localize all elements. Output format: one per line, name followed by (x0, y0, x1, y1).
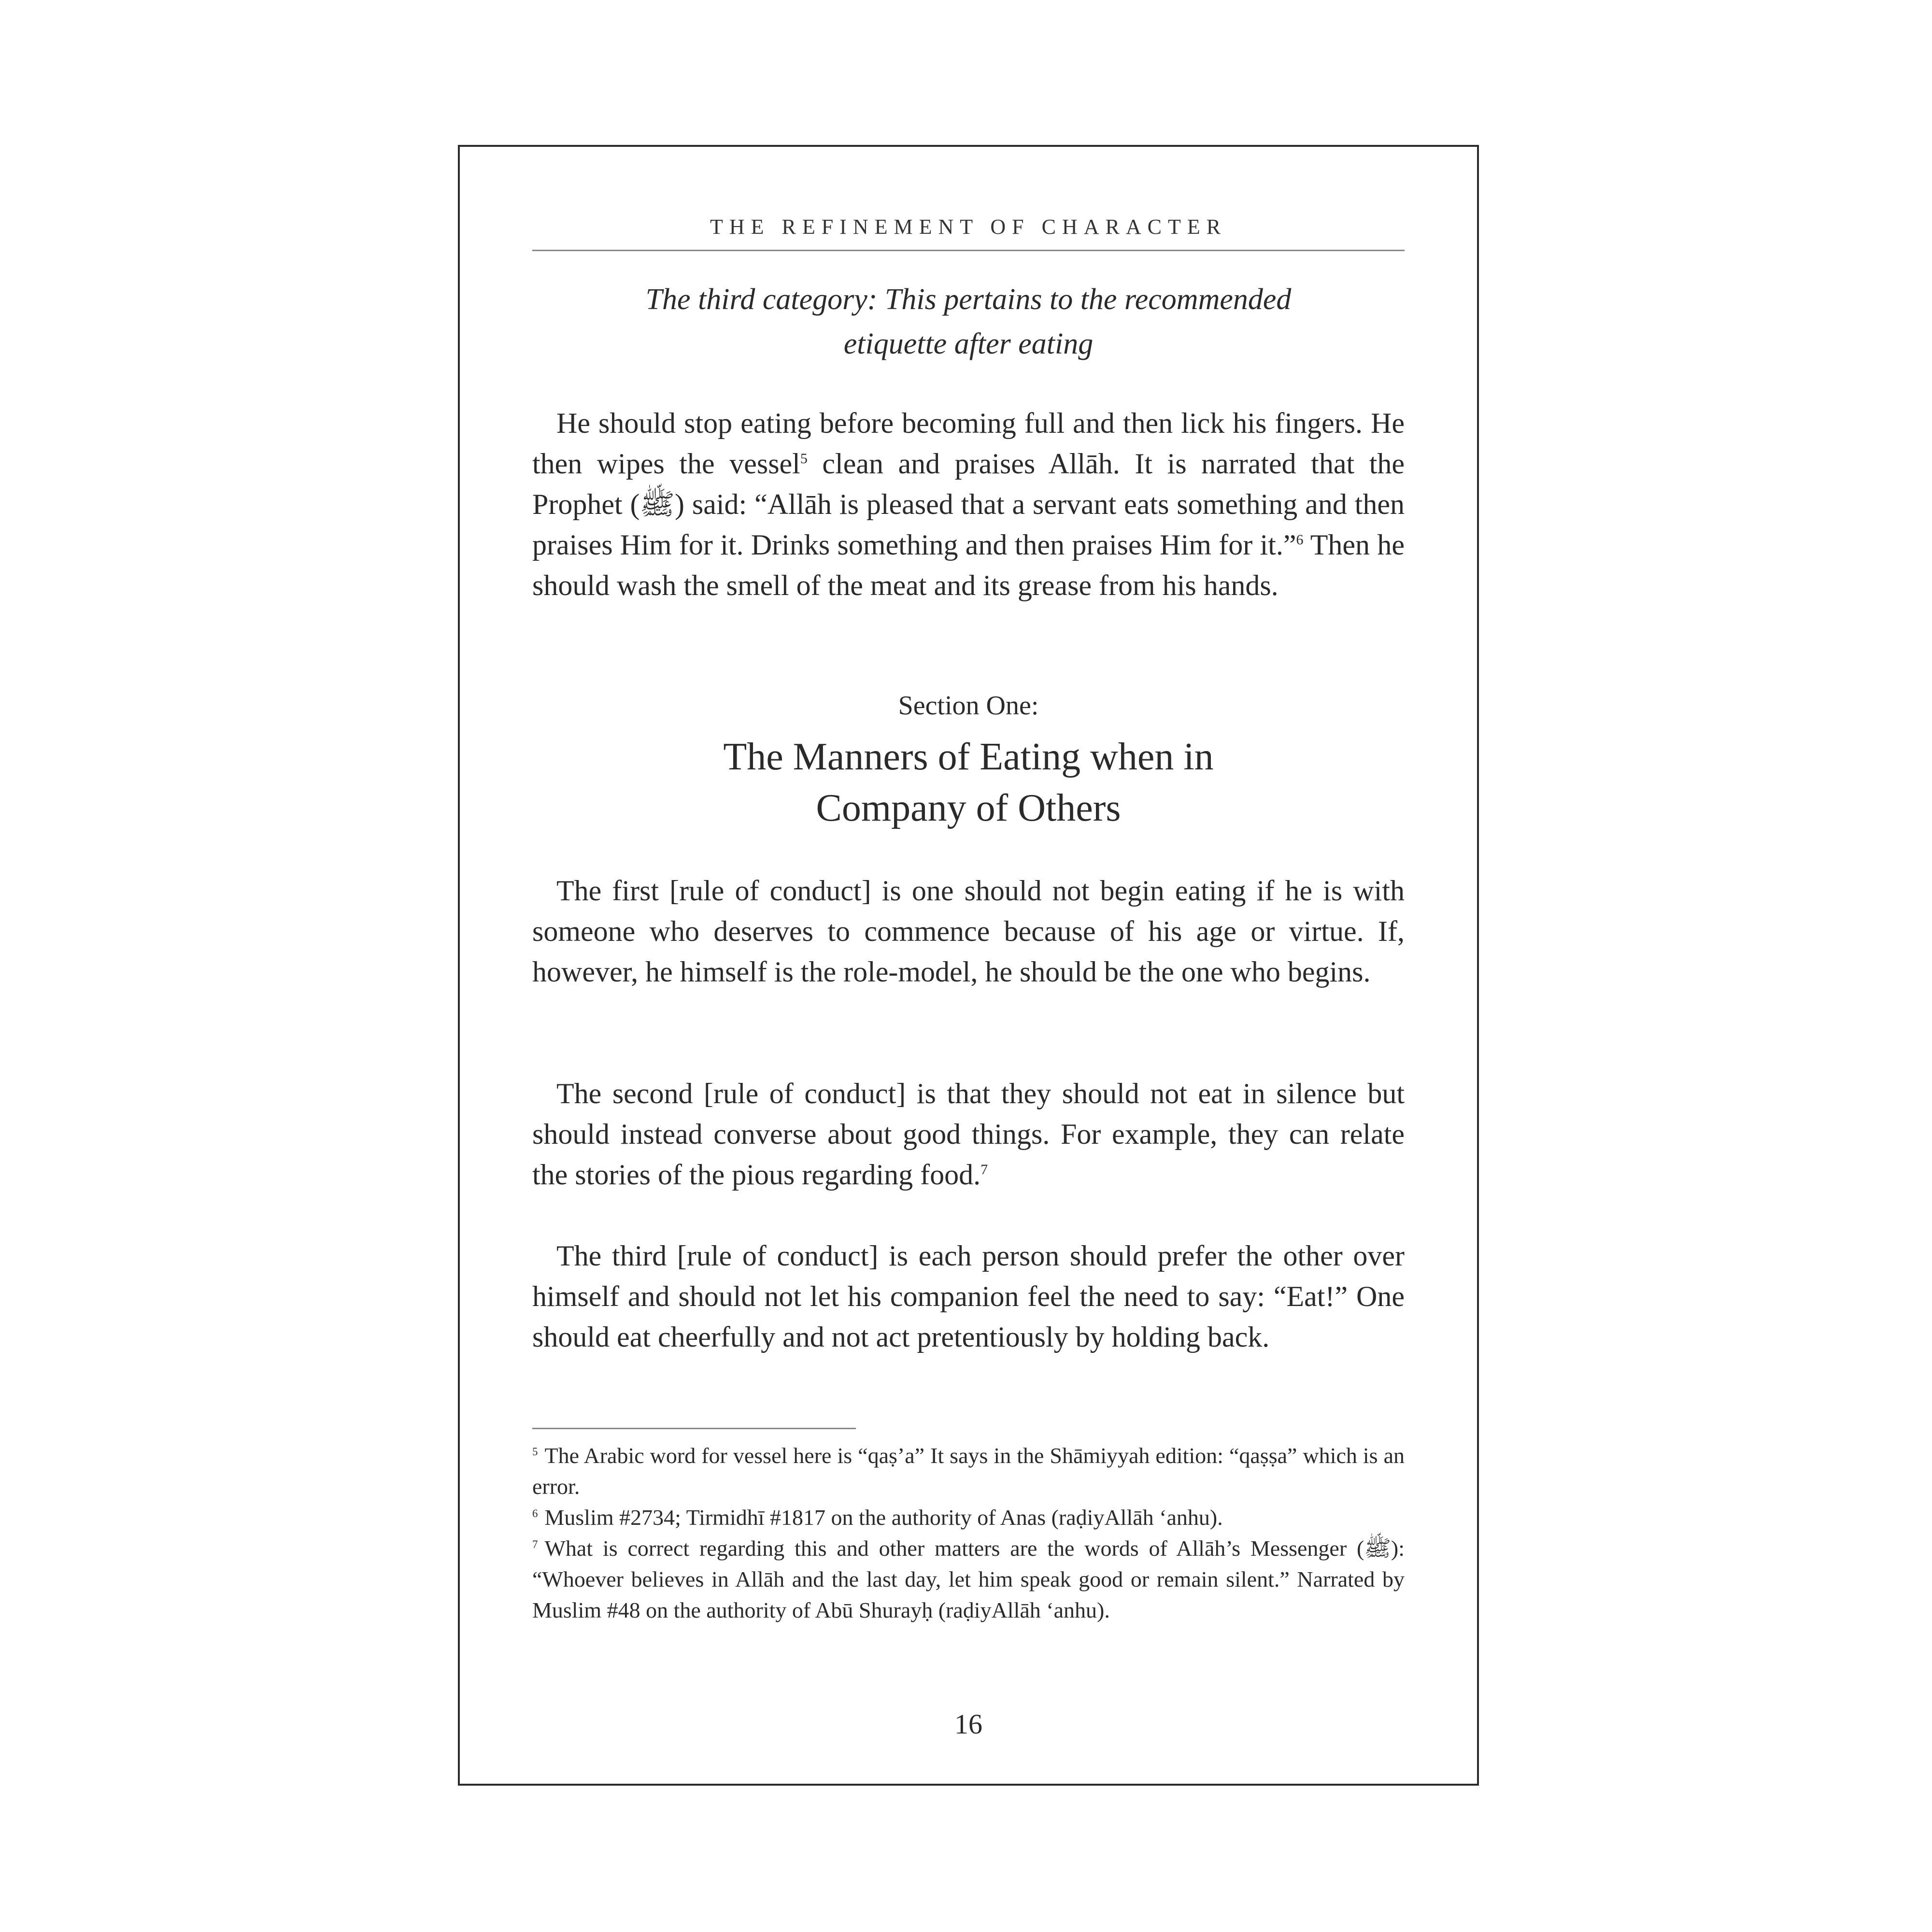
footnote-7 (532, 1533, 1405, 1626)
book-page (458, 145, 1479, 1786)
footnote-5 (532, 1440, 1405, 1502)
paragraph-text: He should stop eating before becoming full and then lick his fingers. He then wipes the vessel (532, 407, 1405, 480)
footnotes (532, 1440, 1405, 1626)
paragraph-after-eating (532, 403, 1405, 606)
paragraph-third-rule: The third [rule of conduct] is each person should prefer the other over himself and should not let his companion feel the need to say: “Eat!” One should eat cheerfully and not act pretentiously by holding back. (532, 1240, 1405, 1353)
footnote-ref-6: 6 (1296, 532, 1304, 548)
footnote-ref-7: 7 (980, 1162, 988, 1178)
footnote-number: 5 (532, 1445, 538, 1458)
footnote-text: What is correct regarding this and other matters are the words of Allāh’s Messenger (ﷺ): “Whoever believes in Allāh and the last day, let him speak good or remain silent.” Narrated by Muslim #48 on the authority of Abū Shurayḥ (raḍiyAllāh ‘anhu). (532, 1536, 1405, 1622)
running-head: THE REFINEMENT OF CHARACTER (710, 215, 1227, 239)
footnote-divider (532, 1428, 856, 1429)
footnote-6 (532, 1502, 1405, 1533)
section-title: The Manners of Eating when in Company of Others (723, 736, 1214, 829)
paragraph-text: clean and praises Allāh. It is narrated that the Prophet (ﷺ) said: “Allāh is pleased that a servant eats something and then praises Him for it. Drinks something and then praises Him for it.” (532, 448, 1405, 561)
page-number: 16 (954, 1708, 982, 1740)
footnote-text: The Arabic word for vessel here is “qaṣ’a” It says in the Shāmiyyah edition: “qaṣṣa” which is an error. (532, 1443, 1405, 1499)
footnote-number: 6 (532, 1507, 538, 1520)
footnote-number: 7 (532, 1538, 538, 1550)
paragraph-text: The second [rule of conduct] is that they should not eat in silence but should instead converse about good things. For example, they can relate the stories of the pious regarding food. (532, 1078, 1405, 1191)
header-divider (532, 250, 1405, 251)
category-heading: The third category: This pertains to the recommended etiquette after eating (645, 283, 1292, 360)
footnote-ref-5: 5 (800, 451, 808, 467)
section-label: Section One: (898, 691, 1039, 721)
paragraph-first-rule: The first [rule of conduct] is one should not begin eating if he is with someone who deserves to commence because of his age or virtue. If, however, he himself is the role-model, he should be the one who begins. (532, 875, 1405, 988)
footnote-text: Muslim #2734; Tirmidhī #1817 on the authority of Anas (raḍiyAllāh ‘anhu). (544, 1505, 1223, 1530)
paragraph-second-rule (532, 1073, 1405, 1195)
paragraph-text: Then he should wash the smell of the meat and its grease from his hands. (532, 529, 1405, 601)
